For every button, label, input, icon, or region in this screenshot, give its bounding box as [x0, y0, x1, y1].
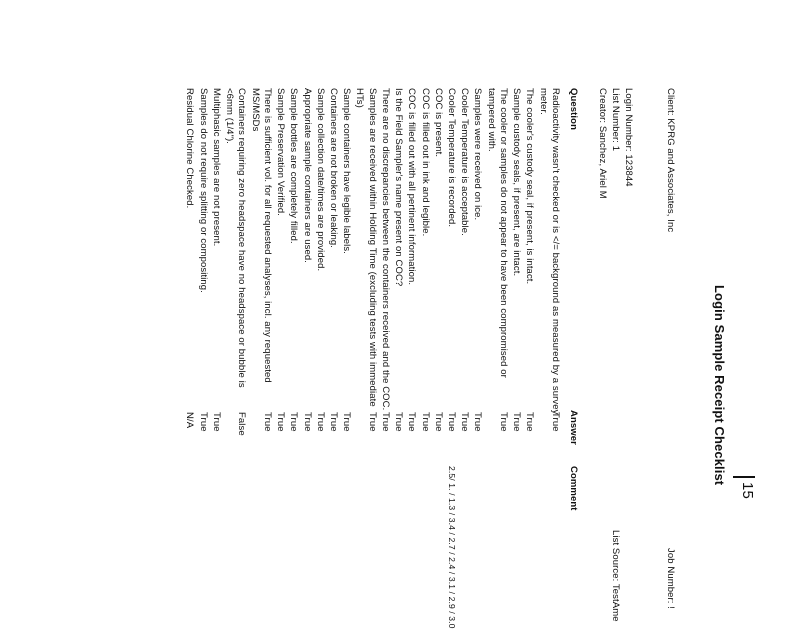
checklist-question: Cooler Temperature is recorded.: [446, 88, 457, 228]
checklist-question: Sample Preservation Verified.: [275, 88, 287, 217]
creator: Creator: Sanchez, Ariel M: [597, 88, 608, 199]
checklist-answer: True: [210, 412, 222, 432]
checklist-answer: True: [511, 412, 523, 432]
page-number: 15: [739, 482, 756, 499]
checklist-answer: True: [275, 412, 287, 432]
checklist-question: Samples do not require splitting or compositing.: [197, 88, 209, 293]
checklist-answer: True: [446, 412, 457, 432]
checklist-question: <6mm (1/4").: [224, 88, 235, 145]
checklist-answer: N/A: [184, 412, 196, 429]
page-title: Login Sample Receipt Checklist: [712, 285, 727, 486]
checklist-question: COC is filled out with all pertinent information.: [406, 88, 418, 286]
checklist-question: There are no discrepancies between the containers received and the COC.: [380, 88, 391, 411]
checklist-question: Sample collection date/times are provided.: [314, 88, 326, 272]
client-name: Client: KPRG and Associates, Inc: [665, 88, 676, 233]
checklist-question: COC is present.: [432, 88, 444, 158]
checklist-question: Is the Field Sampler's name present on COC?: [393, 88, 405, 287]
checklist-answer: True: [341, 412, 353, 432]
checklist-question: The cooler or samples do not appear to have been compromised or: [498, 88, 509, 378]
list-source: List Source: TestAme: [610, 530, 621, 622]
checklist-question: Samples are received within Holding Time (excluding tests with immediate: [366, 88, 378, 407]
checklist-answer: True: [380, 412, 391, 432]
checklist-answer: False: [236, 412, 248, 436]
checklist-question: tampered with.: [485, 88, 497, 152]
checklist-question: Appropriate sample containers are used.: [301, 88, 313, 263]
checklist-question: Samples were received on ice.: [472, 88, 484, 221]
checklist-answer: True: [197, 412, 209, 432]
checklist-question: There is sufficient vol. for all requested analyses, incl. any requested: [262, 88, 273, 383]
checklist-question: Containers requiring zero headspace have no headspace or bubble is: [236, 88, 248, 388]
checklist-answer: True: [550, 412, 561, 432]
checklist-answer: True: [262, 412, 273, 432]
login-number: Login Number: 123844: [623, 88, 634, 187]
checklist-question: Residual Chlorine Checked.: [184, 88, 196, 209]
column-comment-header: Comment: [568, 466, 579, 511]
checklist-question: Sample custody seals, if present, are intact.: [511, 88, 523, 277]
checklist-question: The cooler's custody seal, if present, is intact.: [524, 88, 536, 285]
checklist-question: HTs): [354, 88, 366, 108]
checklist-question: Multiphasic samples are not present.: [210, 88, 222, 247]
checklist-answer: True: [524, 412, 536, 432]
checklist-question: Containers are not broken or leaking.: [328, 88, 339, 249]
checklist-question: Sample containers have legible labels.: [341, 88, 353, 254]
checklist-answer: True: [406, 412, 418, 432]
job-number: Job Number: !: [665, 548, 676, 609]
checklist-answer: True: [288, 412, 300, 432]
checklist-question: COC is filled out in ink and legible.: [419, 88, 431, 237]
checklist-answer: True: [393, 412, 405, 432]
checklist-answer: True: [301, 412, 313, 432]
checklist-question: Cooler Temperature is acceptable.: [459, 88, 471, 236]
checklist-comment: 2.5/ 1. / 1.3 / 3.4 / 2.7 / 2.4 / 3.1 / 2.9 / 3.0: [447, 466, 457, 629]
checklist-question: MS/MSDs: [249, 88, 261, 132]
list-number: List Number: 1: [610, 88, 621, 152]
checklist-answer: True: [419, 412, 431, 432]
page-number-box: [733, 476, 755, 504]
checklist-answer: True: [314, 412, 326, 432]
checklist-question: Sample bottles are completely filled.: [288, 88, 300, 244]
column-question-header: Question: [568, 88, 579, 130]
checklist-answer: True: [472, 412, 484, 432]
checklist-question: meter.: [537, 88, 549, 115]
checklist-answer: True: [459, 412, 471, 432]
column-answer-header: Answer: [568, 410, 579, 445]
checklist-answer: True: [498, 412, 509, 432]
checklist-answer: True: [328, 412, 339, 432]
checklist-answer: True: [366, 412, 378, 432]
checklist-question: Radioactivity wasn't checked or is </= background as measured by a survey: [550, 88, 561, 415]
checklist-answer: True: [432, 412, 444, 432]
